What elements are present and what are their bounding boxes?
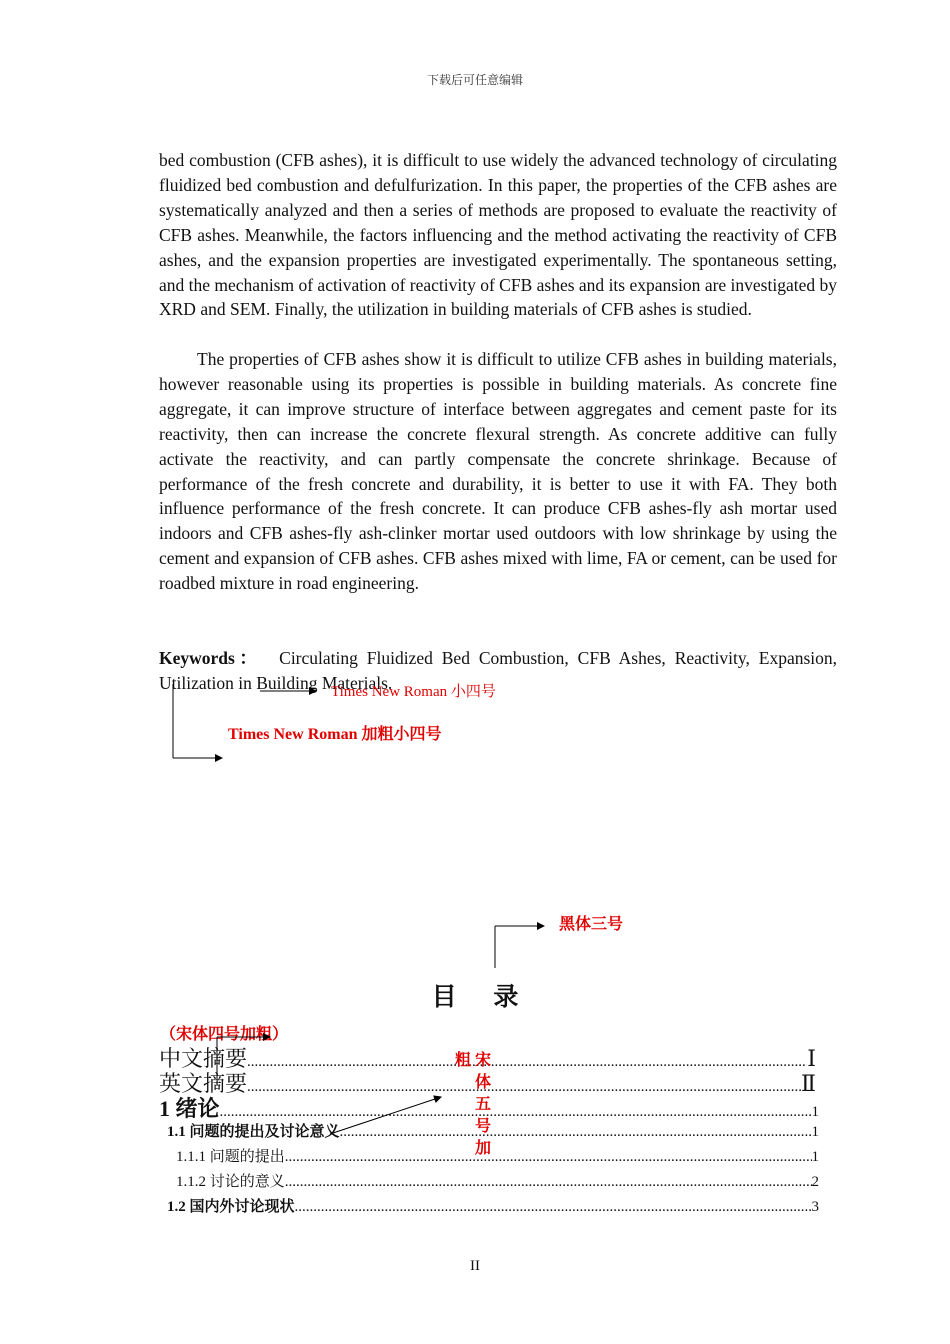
toc-entry-page: 1 bbox=[811, 1104, 819, 1120]
toc-entry-label: 1.1.2 讨论的意义 bbox=[176, 1174, 285, 1190]
annotation-char: 号 bbox=[475, 1118, 492, 1135]
annotation-char: 五 bbox=[475, 1096, 492, 1113]
page-header: 下载后可任意编辑 bbox=[426, 73, 523, 87]
toc-entry-page: Ⅱ bbox=[801, 1071, 816, 1096]
page-number: II bbox=[470, 1258, 480, 1274]
toc-entry-page: 1 bbox=[811, 1149, 819, 1165]
annotation-char: 加 bbox=[475, 1140, 492, 1157]
keywords-label: Keywords bbox=[159, 648, 235, 668]
annotation-keywords-text-font: Times New Roman 小四号 bbox=[331, 684, 496, 700]
toc-entry-page: Ⅰ bbox=[807, 1046, 816, 1071]
annotation-char: 宋 bbox=[475, 1052, 492, 1069]
arrow-toc-level2 bbox=[330, 1097, 441, 1134]
annotation-toc-level1-font: （宋体四号加粗） bbox=[160, 1026, 289, 1043]
keywords-text: Circulating Fluidized Bed Combustion, CFB Ashes, Reactivity, Expansion, Utilization in Building Materials. bbox=[159, 648, 838, 693]
toc-entry-label: 1.1.1 问题的提出 bbox=[176, 1149, 285, 1165]
toc-entry-label: 1.1 问题的提出及讨论意义 bbox=[167, 1124, 340, 1140]
annotation-char: 粗 bbox=[455, 1052, 472, 1069]
toc-entry-label: 1.2 国内外讨论现状 bbox=[167, 1199, 295, 1215]
annotation-char: 体 bbox=[475, 1074, 492, 1091]
toc-entry-page: 1 bbox=[811, 1124, 819, 1140]
abstract-paragraph-1: bed combustion (CFB ashes), it is difficult to use widely the advanced technology of circulating fluidized bed combustion and defulfurization. In this paper, the properties of the CFB ashes are systematically analyzed and then a series of methods are proposed to evaluate the reactivity of CFB ashes. Meanwhile, the factors influencing and the method activating the reactivity of CFB ashes, and the expansion properties are investigated experimentally. The spontaneous setting, and the mechanism of activation of reactivity of CFB ashes and its expansion are investigated by XRD and SEM. Finally, the utilization in building materials of CFB ashes is studied. bbox=[159, 150, 837, 320]
toc-title: 目 录 bbox=[431, 982, 533, 1011]
annotation-toc-title-font: 黑体三号 bbox=[559, 914, 624, 933]
keywords-separator: ： bbox=[234, 648, 262, 668]
toc-entry-label: 英文摘要 bbox=[159, 1071, 248, 1096]
toc-entry-page: 2 bbox=[811, 1174, 819, 1190]
toc-entry-label: 1 绪论 bbox=[159, 1096, 220, 1121]
toc-entry-page: 3 bbox=[811, 1199, 819, 1215]
toc-entry-label: 中文摘要 bbox=[159, 1046, 248, 1071]
annotation-keywords-label-font: Times New Roman 加粗小四号 bbox=[228, 726, 442, 743]
abstract-paragraph-2: The properties of CFB ashes show it is difficult to utilize CFB ashes in building materials, however reasonable using its properties is possible in building materials. As concrete fine aggregate, it can improve structure of interface between aggregates and cement paste for its reactivity, then can increase the concrete flexural strength. As concrete additive can fully activate the reactivity, and can partly compensate the concrete shrinkage. Because of performance of the fresh concrete and durability, it is better to use it with FA. They both influence performance of the fresh concrete. It can produce CFB ashes-fly ash mortar used indoors and CFB ashes-fly ash-clinker mortar used outdoors with low shrinkage by using the cement and expansion of CFB ashes. CFB ashes mixed with lime, FA or cement, can be used for roadbed mixture in road engineering. bbox=[159, 349, 837, 594]
